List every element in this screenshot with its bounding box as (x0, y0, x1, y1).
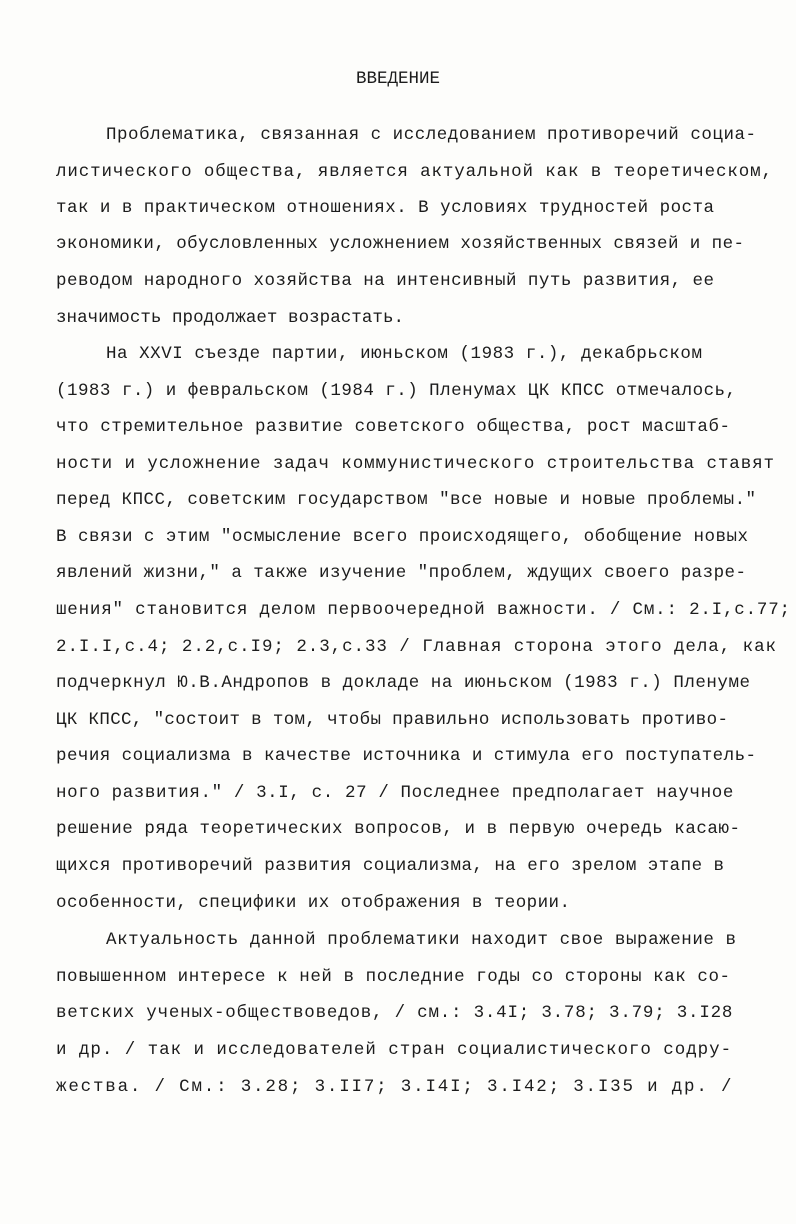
text-line: листического общества, является актуальной как в теоретическом, (56, 162, 773, 182)
text-line: подчеркнул Ю.В.Андропов в докладе на июньском (1983 г.) Пленуме (56, 673, 751, 693)
text-line: реводом народного хозяйства на интенсивный путь развития, ее (56, 271, 715, 291)
text-line: ного развития." / 3.I, с. 27 / Последнее предполагает научное (56, 783, 734, 803)
text-line: повышенном интересе к ней в последние годы со стороны как со- (56, 967, 731, 987)
text-line: экономики, обусловленных усложнением хозяйственных связей и пе- (56, 234, 745, 254)
text-line: шения" становится делом первоочередной важности. / См.: 2.I,с.77; (56, 600, 791, 620)
text-line: В связи с этим "осмысление всего происходящего, обобщение новых (56, 527, 749, 547)
text-line: явлений жизни," а также изучение "проблем, ждущих своего разре- (56, 563, 747, 583)
text-line: значимость продолжает возрастать. (56, 308, 405, 328)
text-line: так и в практическом отношениях. В условиях трудностей роста (56, 198, 715, 218)
text-line: (1983 г.) и февральском (1984 г.) Пленумах ЦК КПСС отмечалось, (56, 381, 737, 401)
text-line: речия социализма в качестве источника и стимула его поступатель- (56, 746, 757, 766)
text-line: что стремительное развитие советского общества, рост масштаб- (56, 417, 731, 437)
text-line: Проблематика, связанная с исследованием противоречий социа- (106, 125, 757, 145)
text-line: перед КПСС, советским государством "все новые и новые проблемы." (56, 490, 757, 510)
text-line: На XXVI съезде партии, июньском (1983 г.), декабрьском (106, 344, 703, 364)
text-line: щихся противоречий развития социализма, на его зрелом этапе в (56, 856, 725, 876)
text-line: ЦК КПСС, "состоит в том, чтобы правильно использовать противо- (56, 710, 729, 730)
text-line: и др. / так и исследователей стран социалистического содру- (56, 1040, 733, 1060)
text-line: 2.I.I,с.4; 2.2,с.I9; 2.3,с.33 / Главная сторона этого дела, как (56, 637, 777, 657)
text-line: жества. / См.: 3.28; 3.II7; 3.I4I; 3.I42; 3.I35 и др. / (56, 1077, 734, 1097)
text-line: ветских ученых-обществоведов, / см.: 3.4I; 3.78; 3.79; 3.I28 (56, 1003, 734, 1023)
text-line: особенности, специфики их отображения в теории. (56, 893, 571, 913)
text-line: решение ряда теоретических вопросов, и в первую очередь касаю- (56, 819, 741, 839)
text-line: Актуальность данной проблематики находит свое выражение в (106, 930, 737, 950)
text-line: ности и усложнение задач коммунистического строительства ставят (56, 454, 775, 474)
page-title: ВВЕДЕНИЕ (355, 69, 440, 89)
